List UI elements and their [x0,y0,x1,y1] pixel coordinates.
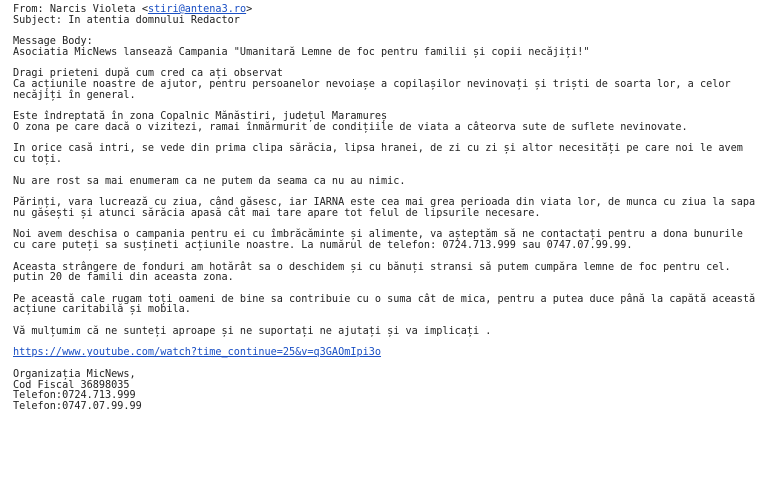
youtube-link[interactable]: https://www.youtube.com/watch?time_continue=25&v=q3GAOmIpi3o [13,347,382,359]
paragraph [13,263,763,284]
signature [13,370,763,412]
message-intro: Asociatia MicNews lansează Campania "Umanitară Lemne de foc pentru familii și copii necăjiți!" [13,46,590,58]
signature-fiscal-code: Cod Fiscal 36898035 [13,379,130,391]
paragraph [13,198,763,219]
subject-line: Subject: In atentia domnului Redactor [13,14,240,26]
paragraph-line: Dragi prieteni după cum cred ca ați observat [13,68,283,80]
paragraph-line: Părinți, vara lucrează cu ziua, când găsesc, iar IARNA este cea mai grea perioada din viata lor, de munca cu ziua la sapa [13,197,756,209]
from-label: From: [13,4,50,15]
paragraph-line: Noi avem deschisa o campania pentru ei cu îmbrăcăminte și alimente, va așteptăm să ne contactați pentru a dona bunurile [13,229,743,241]
paragraph [13,69,763,101]
email-bracket-close: > [246,4,253,15]
message-paragraphs [13,69,763,337]
paragraph-line: In orice casă intri, se vede din prima clipa sărăcia, lipsa hranei, de zi cu zi și altor necesități pe care noi le avem [13,143,743,155]
paragraph-line: O zona pe care dacă o vizitezi, ramai înmărmurit de condițiile de viata a câteorva sute de suflete nevinovate. [13,121,688,133]
signature-phone: Telefon:0747.07.99.99 [13,400,142,412]
paragraph [13,327,763,338]
paragraph [13,230,763,251]
paragraph [13,295,763,316]
message-body-label: Message Body: [13,36,93,48]
paragraph-line: Nu are rost sa mai enumeram ca ne putem da seama ca nu au nimic. [13,175,406,187]
email-message [13,5,763,412]
paragraph-line: Aceasta strângere de fonduri am hotărât sa o deschidem și cu bănuți stransi să putem cumpăra lemne de foc pentru cel. [13,261,731,273]
signature-phone: Telefon:0724.713.999 [13,390,136,402]
paragraph-line: nu găsești și atunci sărăcia apasă cât mai tare apare tot felul de lipsurile necesare. [13,207,541,219]
spacer [13,252,763,263]
paragraph-line: necăjiți în general. [13,89,136,101]
paragraph-line: Vă mulțumim că ne sunteți aproape și ne suportați ne ajutați și va implicați . [13,325,492,337]
paragraph-line: Ca acțiunile noastre de ajutor, pentru persoanelor nevoiașe a copilașilor nevinovați și triști de soarta lor, a celor [13,78,731,90]
signature-org: Organizația MicNews, [13,369,136,381]
paragraph [13,177,763,188]
from-line [13,5,763,16]
paragraph-line: cu toți. [13,153,63,165]
paragraph-line: Pe această cale rugam toți oameni de bine sa contribuie cu o suma cât de mica, pentru a putea duce până la capătă această [13,293,756,305]
spacer [13,26,763,37]
spacer [13,166,763,177]
paragraph-line: putin 20 de famili din aceasta zona. [13,272,234,284]
paragraph-line: cu care puteți sa susțineti acțiunile noastre. La numărul de telefon: 0724.713.999 sau 0747.07.99.99. [13,239,633,251]
paragraph-line: acțiune caritabilă și mobila. [13,304,191,316]
sender-email-link[interactable]: stiri@antena3.ro [147,4,247,15]
paragraph [13,112,763,133]
sender-name: Narcis Violeta [49,4,142,15]
video-link-line [13,348,763,359]
email-bracket-open: < [141,4,148,15]
paragraph [13,144,763,165]
paragraph-line: Este îndreptată în zona Copalnic Mănăstiri, județul Maramureș [13,111,388,123]
